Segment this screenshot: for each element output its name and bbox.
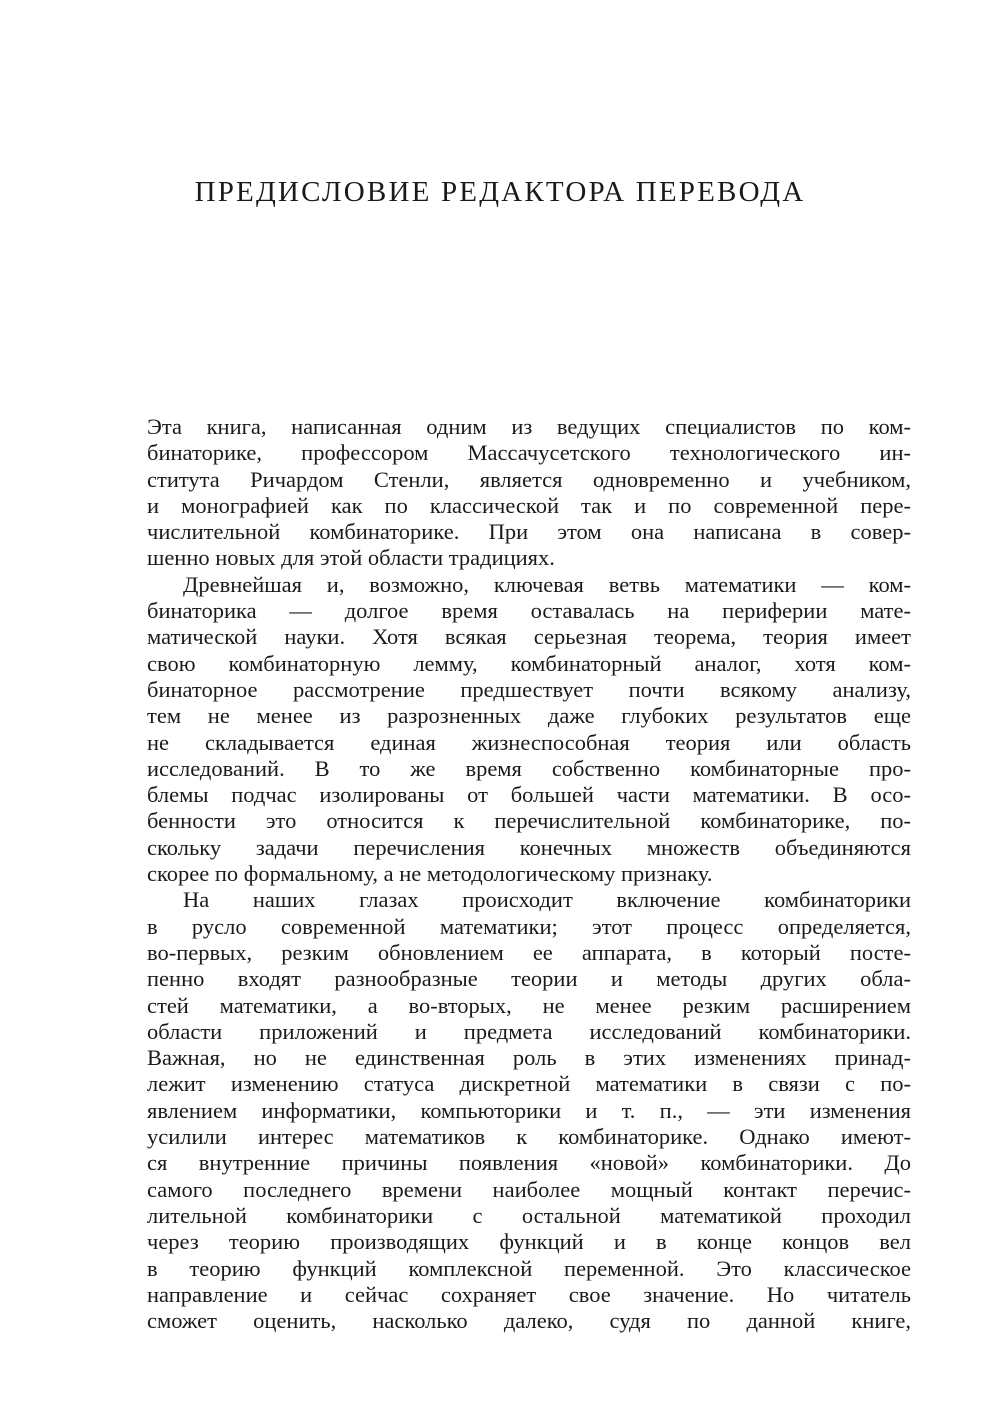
text-line: скольку задачи перечисления конечных множеств объединяются — [147, 834, 911, 860]
text-line: сможет оценить, насколько далеко, судя по данной книге, — [147, 1308, 911, 1334]
text-line: усилили интерес математиков к комбинаторике. Однако имеют- — [147, 1124, 911, 1150]
text-line: исследований. В то же время собственно комбинаторные про- — [147, 755, 911, 781]
text-line: скорее по формальному, а не методологическому признаку. — [147, 861, 713, 887]
text-line: и монографией как по классической так и по современной пере- — [147, 492, 911, 518]
text-line: матической науки. Хотя всякая серьезная теорема, теория имеет — [147, 624, 911, 650]
text-line: Древнейшая и, возможно, ключевая ветвь математики — ком- — [183, 571, 911, 597]
text-line: свою комбинаторную лемму, комбинаторный аналог, хотя ком- — [147, 650, 911, 676]
text-line: бинаторное рассмотрение предшествует почти всякому анализу, — [147, 676, 911, 702]
text-line: бинаторика — долгое время оставалась на периферии мате- — [147, 598, 911, 624]
text-line: блемы подчас изолированы от большей части математики. В осо- — [147, 782, 911, 808]
text-line: Важная, но не единственная роль в этих изменениях принад- — [147, 1045, 911, 1071]
text-line: шенно новых для этой области традициях. — [147, 545, 555, 571]
text-line: в теорию функций комплексной переменной. Это классическое — [147, 1255, 911, 1281]
text-line: лежит изменению статуса дискретной математики в связи с по- — [147, 1071, 911, 1097]
text-line: в русло современной математики; этот процесс определяется, — [147, 913, 911, 939]
text-line: числительной комбинаторике. При этом она написана в совер- — [147, 519, 911, 545]
text-line: пенно входят разнообразные теории и методы других обла- — [147, 966, 911, 992]
text-line: явлением информатики, компьюторики и т. п., — эти изменения — [147, 1097, 911, 1123]
text-line: ститута Ричардом Стенли, является одновременно и учебником, — [147, 466, 911, 492]
text-line: бинаторике, профессором Массачусетского технологического ин- — [147, 440, 911, 466]
page-title: ПРЕДИСЛОВИЕ РЕДАКТОРА ПЕРЕВОДА — [194, 176, 806, 208]
text-line: лительной комбинаторики с остальной математикой проходил — [147, 1202, 911, 1228]
text-line: во-первых, резким обновлением ее аппарата, в который посте- — [147, 939, 911, 965]
text-line: На наших глазах происходит включение комбинаторики — [183, 887, 911, 913]
text-line: тем не менее из разрозненных даже глубоких результатов еще — [147, 703, 911, 729]
text-line: бенности это относится к перечислительной комбинаторике, по- — [147, 808, 911, 834]
text-line: самого последнего времени наиболее мощный контакт перечис- — [147, 1176, 911, 1202]
text-line: ся внутренние причины появления «новой» комбинаторики. До — [147, 1150, 911, 1176]
text-line: Эта книга, написанная одним из ведущих специалистов по ком- — [147, 414, 911, 439]
text-line: стей математики, а во-вторых, не менее резким расширением — [147, 992, 911, 1018]
text-line: области приложений и предмета исследований комбинаторики. — [147, 1018, 911, 1044]
text-line: через теорию производящих функций и в конце концов вел — [147, 1229, 911, 1255]
text-line: направление и сейчас сохраняет свое значение. Но читатель — [147, 1281, 911, 1307]
text-line: не складывается единая жизнеспособная теория или область — [147, 729, 911, 755]
body-text — [147, 414, 911, 1334]
